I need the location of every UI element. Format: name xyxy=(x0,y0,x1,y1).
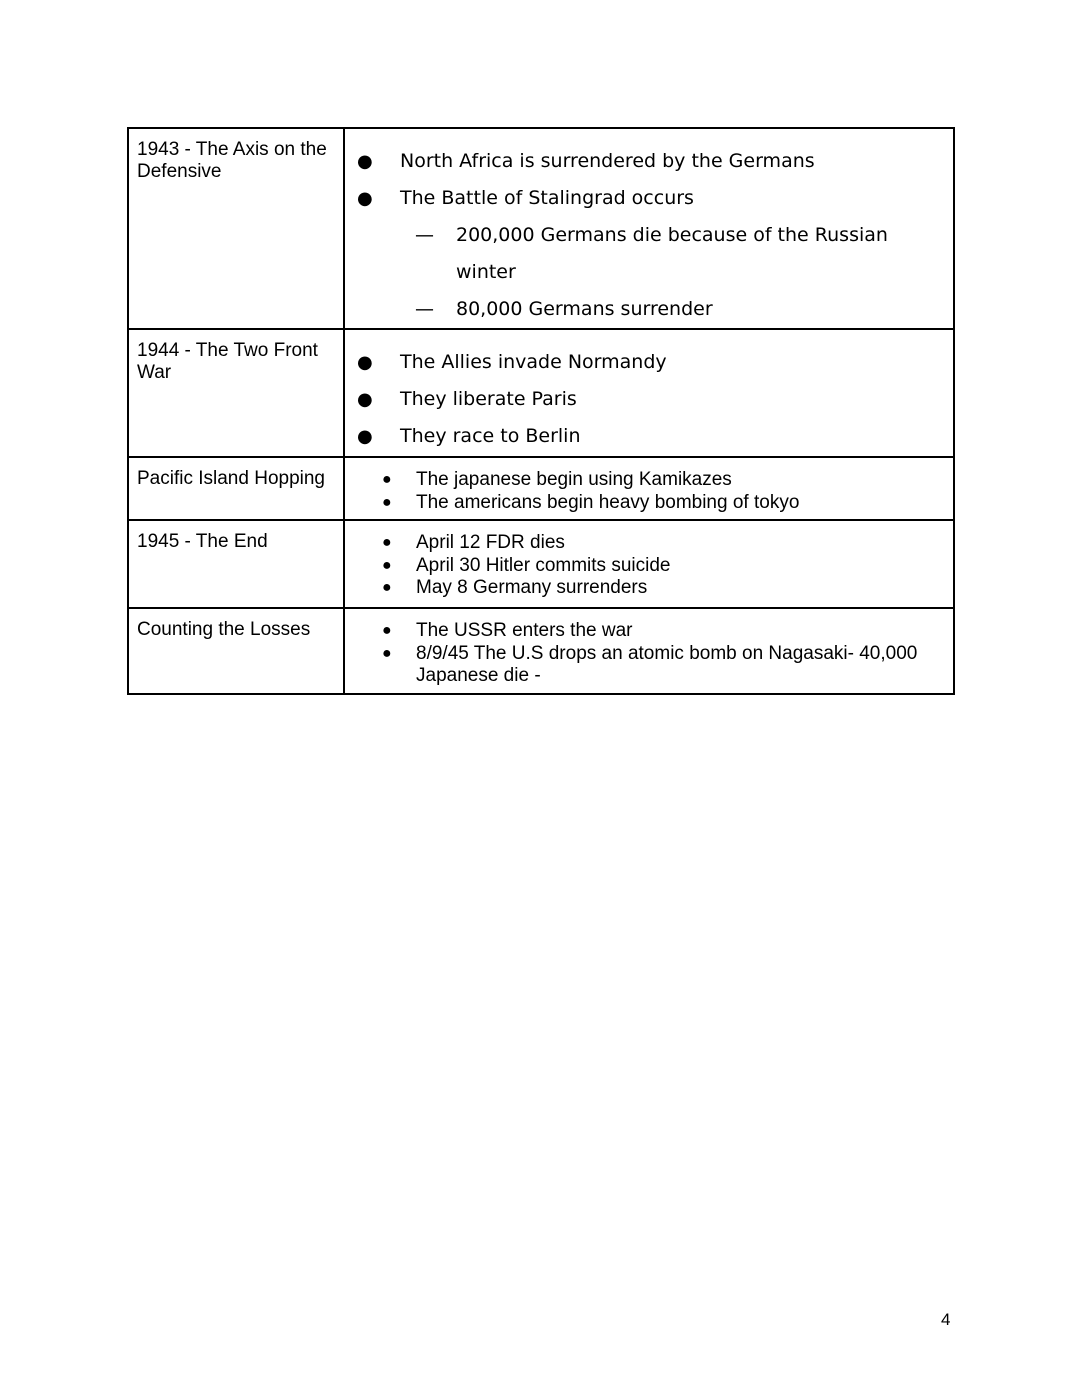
bullet-list xyxy=(345,330,953,455)
topic-cell xyxy=(128,520,344,608)
sub-list xyxy=(345,217,953,328)
bullet-icon: ● xyxy=(382,622,392,639)
bullet-icon: ● xyxy=(357,352,373,373)
dash-icon: — xyxy=(415,298,434,320)
bullet-list xyxy=(345,129,953,328)
list-item-text: The japanese begin using Kamikazes xyxy=(416,469,732,490)
topic-cell xyxy=(128,128,344,329)
topic-cell xyxy=(128,329,344,457)
bullet-icon: ● xyxy=(382,644,392,662)
bullet-icon: ● xyxy=(382,579,392,596)
table-row xyxy=(128,329,954,457)
table-row xyxy=(128,608,954,694)
topic-label: 1945 - The End xyxy=(137,531,268,552)
list-item-text: 8/9/45 The U.S drops an atomic bomb on Nagasaki- 40,000 Japanese die - xyxy=(416,642,918,686)
topic-label: Pacific Island Hopping xyxy=(137,468,325,489)
list-item xyxy=(345,381,953,418)
sub-list-item-text: 200,000 Germans die because of the Russian winter xyxy=(456,224,888,283)
list-item xyxy=(345,180,953,328)
list-item xyxy=(345,577,953,600)
notes-cell xyxy=(344,457,954,520)
list-item-text: The Allies invade Normandy xyxy=(400,351,667,373)
bullet-icon: ● xyxy=(357,389,373,410)
topic-cell xyxy=(128,457,344,520)
list-item xyxy=(345,344,953,381)
notes-cell xyxy=(344,608,954,694)
bullet-list xyxy=(345,521,953,600)
topic-cell xyxy=(128,608,344,694)
list-item xyxy=(345,469,953,492)
bullet-icon: ● xyxy=(357,188,373,209)
list-item xyxy=(345,643,953,688)
bullet-list xyxy=(345,458,953,514)
list-item-text: The USSR enters the war xyxy=(416,620,633,641)
list-item-text: They race to Berlin xyxy=(400,425,581,447)
list-item xyxy=(345,492,953,515)
list-item xyxy=(345,143,953,180)
bullet-icon: ● xyxy=(382,556,392,574)
list-item xyxy=(345,418,953,455)
bullet-icon: ● xyxy=(357,426,373,447)
bullet-list xyxy=(345,609,953,688)
list-item-text: April 12 FDR dies xyxy=(416,532,565,553)
list-item xyxy=(345,532,953,555)
page-number: 4 xyxy=(941,1310,951,1329)
sub-list-item xyxy=(345,291,953,328)
list-item-text: May 8 Germany surrenders xyxy=(416,577,648,598)
topic-label: Counting the Losses xyxy=(137,619,311,640)
list-item-text: North Africa is surrendered by the Germans xyxy=(400,150,815,172)
list-item xyxy=(345,620,953,643)
notes-cell xyxy=(344,128,954,329)
sub-list-item-text: 80,000 Germans surrender xyxy=(456,298,713,320)
table-row xyxy=(128,520,954,608)
bullet-icon: ● xyxy=(382,493,392,511)
list-item-text: April 30 Hitler commits suicide xyxy=(416,554,671,576)
bullet-icon: ● xyxy=(382,471,392,488)
list-item xyxy=(345,555,953,578)
table-row xyxy=(128,128,954,329)
bullet-icon: ● xyxy=(357,151,373,172)
list-item-text: The Battle of Stalingrad occurs xyxy=(400,187,694,209)
topic-label: 1943 - The Axis on the Defensive xyxy=(137,139,327,182)
table-row xyxy=(128,457,954,520)
sub-list-item xyxy=(345,217,953,291)
notes-table xyxy=(127,127,955,695)
notes-cell xyxy=(344,520,954,608)
bullet-icon: ● xyxy=(382,534,392,551)
dash-icon: — xyxy=(415,224,434,246)
topic-label: 1944 - The Two Front War xyxy=(137,340,318,383)
list-item-text: The americans begin heavy bombing of tokyo xyxy=(416,491,800,513)
notes-cell xyxy=(344,329,954,457)
list-item-text: They liberate Paris xyxy=(400,388,577,410)
